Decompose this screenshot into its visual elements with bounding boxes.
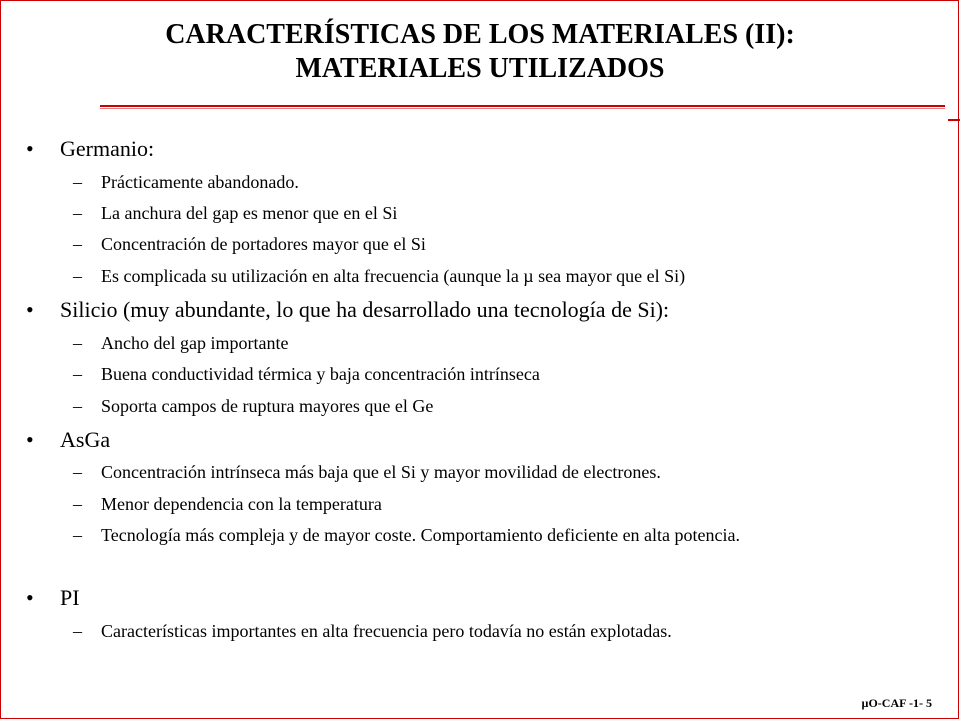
bullet-icon: •	[26, 136, 34, 161]
sub-item-text: Concentración de portadores mayor que el Si	[101, 234, 426, 254]
bullet-label: AsGa	[60, 427, 111, 452]
dash-icon: –	[73, 396, 82, 416]
bullet-label: Silicio (muy abundante, lo que ha desarrollado una tecnología de Si):	[60, 297, 670, 322]
corner-marker	[948, 119, 960, 121]
sub-item	[73, 363, 901, 385]
sub-item-text: Ancho del gap importante	[101, 333, 289, 353]
sub-item-text: Prácticamente abandonado.	[101, 172, 299, 192]
sub-item-text: La anchura del gap es menor que en el Si	[101, 203, 398, 223]
bullet-icon: •	[26, 427, 34, 452]
dash-icon: –	[73, 621, 82, 641]
sub-item	[73, 461, 901, 483]
sub-item-text: Tecnología más compleja y de mayor coste. Comportamiento deficiente en alta potencia.	[101, 525, 741, 545]
sub-item-text: Soporta campos de ruptura mayores que el Ge	[101, 396, 434, 416]
sub-item	[73, 171, 901, 193]
bullet-label: Germanio:	[60, 136, 155, 161]
sub-item	[73, 265, 901, 287]
title-divider	[100, 105, 945, 107]
bullet-icon: •	[26, 297, 34, 322]
slide-title	[40, 18, 920, 86]
sub-item	[73, 233, 901, 255]
title-line-1: CARACTERÍSTICAS DE LOS MATERIALES (II):	[165, 19, 795, 50]
dash-icon: –	[73, 364, 82, 384]
sub-item-text: Menor dependencia con la temperatura	[101, 494, 382, 514]
dash-icon: –	[73, 333, 82, 353]
dash-icon: –	[73, 525, 82, 545]
dash-icon: –	[73, 494, 82, 514]
title-divider-shadow	[100, 108, 945, 109]
sub-item	[73, 332, 901, 354]
title-line-2: MATERIALES UTILIZADOS	[295, 53, 665, 84]
bullet-pi	[26, 585, 80, 611]
bullet-germanio	[26, 136, 154, 162]
sub-item-text: Concentración intrínseca más baja que el Si y mayor movilidad de electrones.	[101, 462, 661, 482]
dash-icon: –	[73, 462, 82, 482]
dash-icon: –	[73, 172, 82, 192]
dash-icon: –	[73, 266, 82, 286]
bullet-silicio	[26, 297, 669, 323]
bullet-label: PI	[60, 585, 80, 610]
sub-item	[73, 524, 881, 546]
sub-item-text: Características importantes en alta frecuencia pero todavía no están explotadas.	[101, 621, 672, 641]
bullet-icon: •	[26, 585, 34, 610]
sub-item	[73, 395, 901, 417]
dash-icon: –	[73, 234, 82, 254]
bullet-asga	[26, 427, 110, 453]
sub-item	[73, 493, 901, 515]
sub-item	[73, 620, 901, 642]
sub-item-text: Buena conductividad térmica y baja concentración intrínseca	[101, 364, 540, 384]
dash-icon: –	[73, 203, 82, 223]
slide-footer: µO-CAF -1- 5	[861, 696, 932, 710]
sub-item-text: Es complicada su utilización en alta frecuencia (aunque la µ sea mayor que el Si)	[101, 266, 686, 286]
sub-item	[73, 202, 901, 224]
